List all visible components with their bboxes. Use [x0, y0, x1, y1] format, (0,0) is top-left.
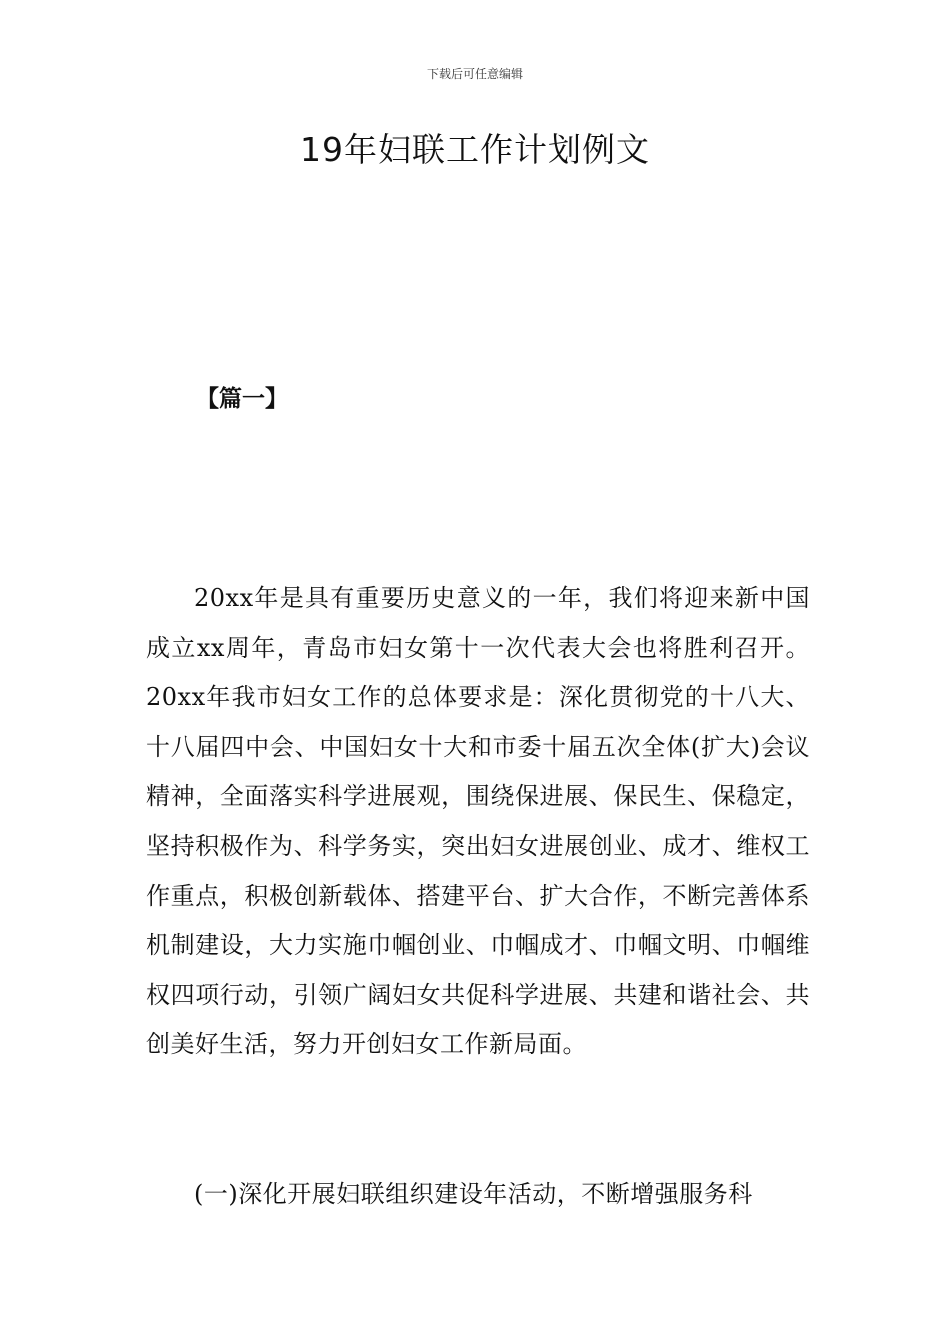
body-paragraph-1: 20xx年是具有重要历史意义的一年，我们将迎来新中国成立xx周年，青岛市妇女第十一次代表大会也将胜利召开。20xx年我市妇女工作的总体要求是：深化贯彻党的十八大、十八届四中会、中国妇女十大和市委十届五次全体(扩大)会议精神，全面落实科学进展观，围绕保进展、保民生、保稳定，坚持积极作为、科学务实，突出妇女进展创业、成才、维权工作重点，积极创新载体、搭建平台、扩大合作，不断完善体系机制建设，大力实施巾帼创业、巾帼成才、巾帼文明、巾帼维权四项行动，引领广阔妇女共促科学进展、共建和谐社会、共创美好生活，努力开创妇女工作新局面。	[146, 584, 810, 1059]
document-title: 19年妇联工作计划例文	[300, 130, 650, 169]
section-label: 【篇一】	[196, 386, 288, 412]
body-paragraph-2: (一)深化开展妇联组织建设年活动，不断增强服务科	[194, 1180, 753, 1208]
header-note: 下载后可任意编辑	[426, 67, 523, 81]
